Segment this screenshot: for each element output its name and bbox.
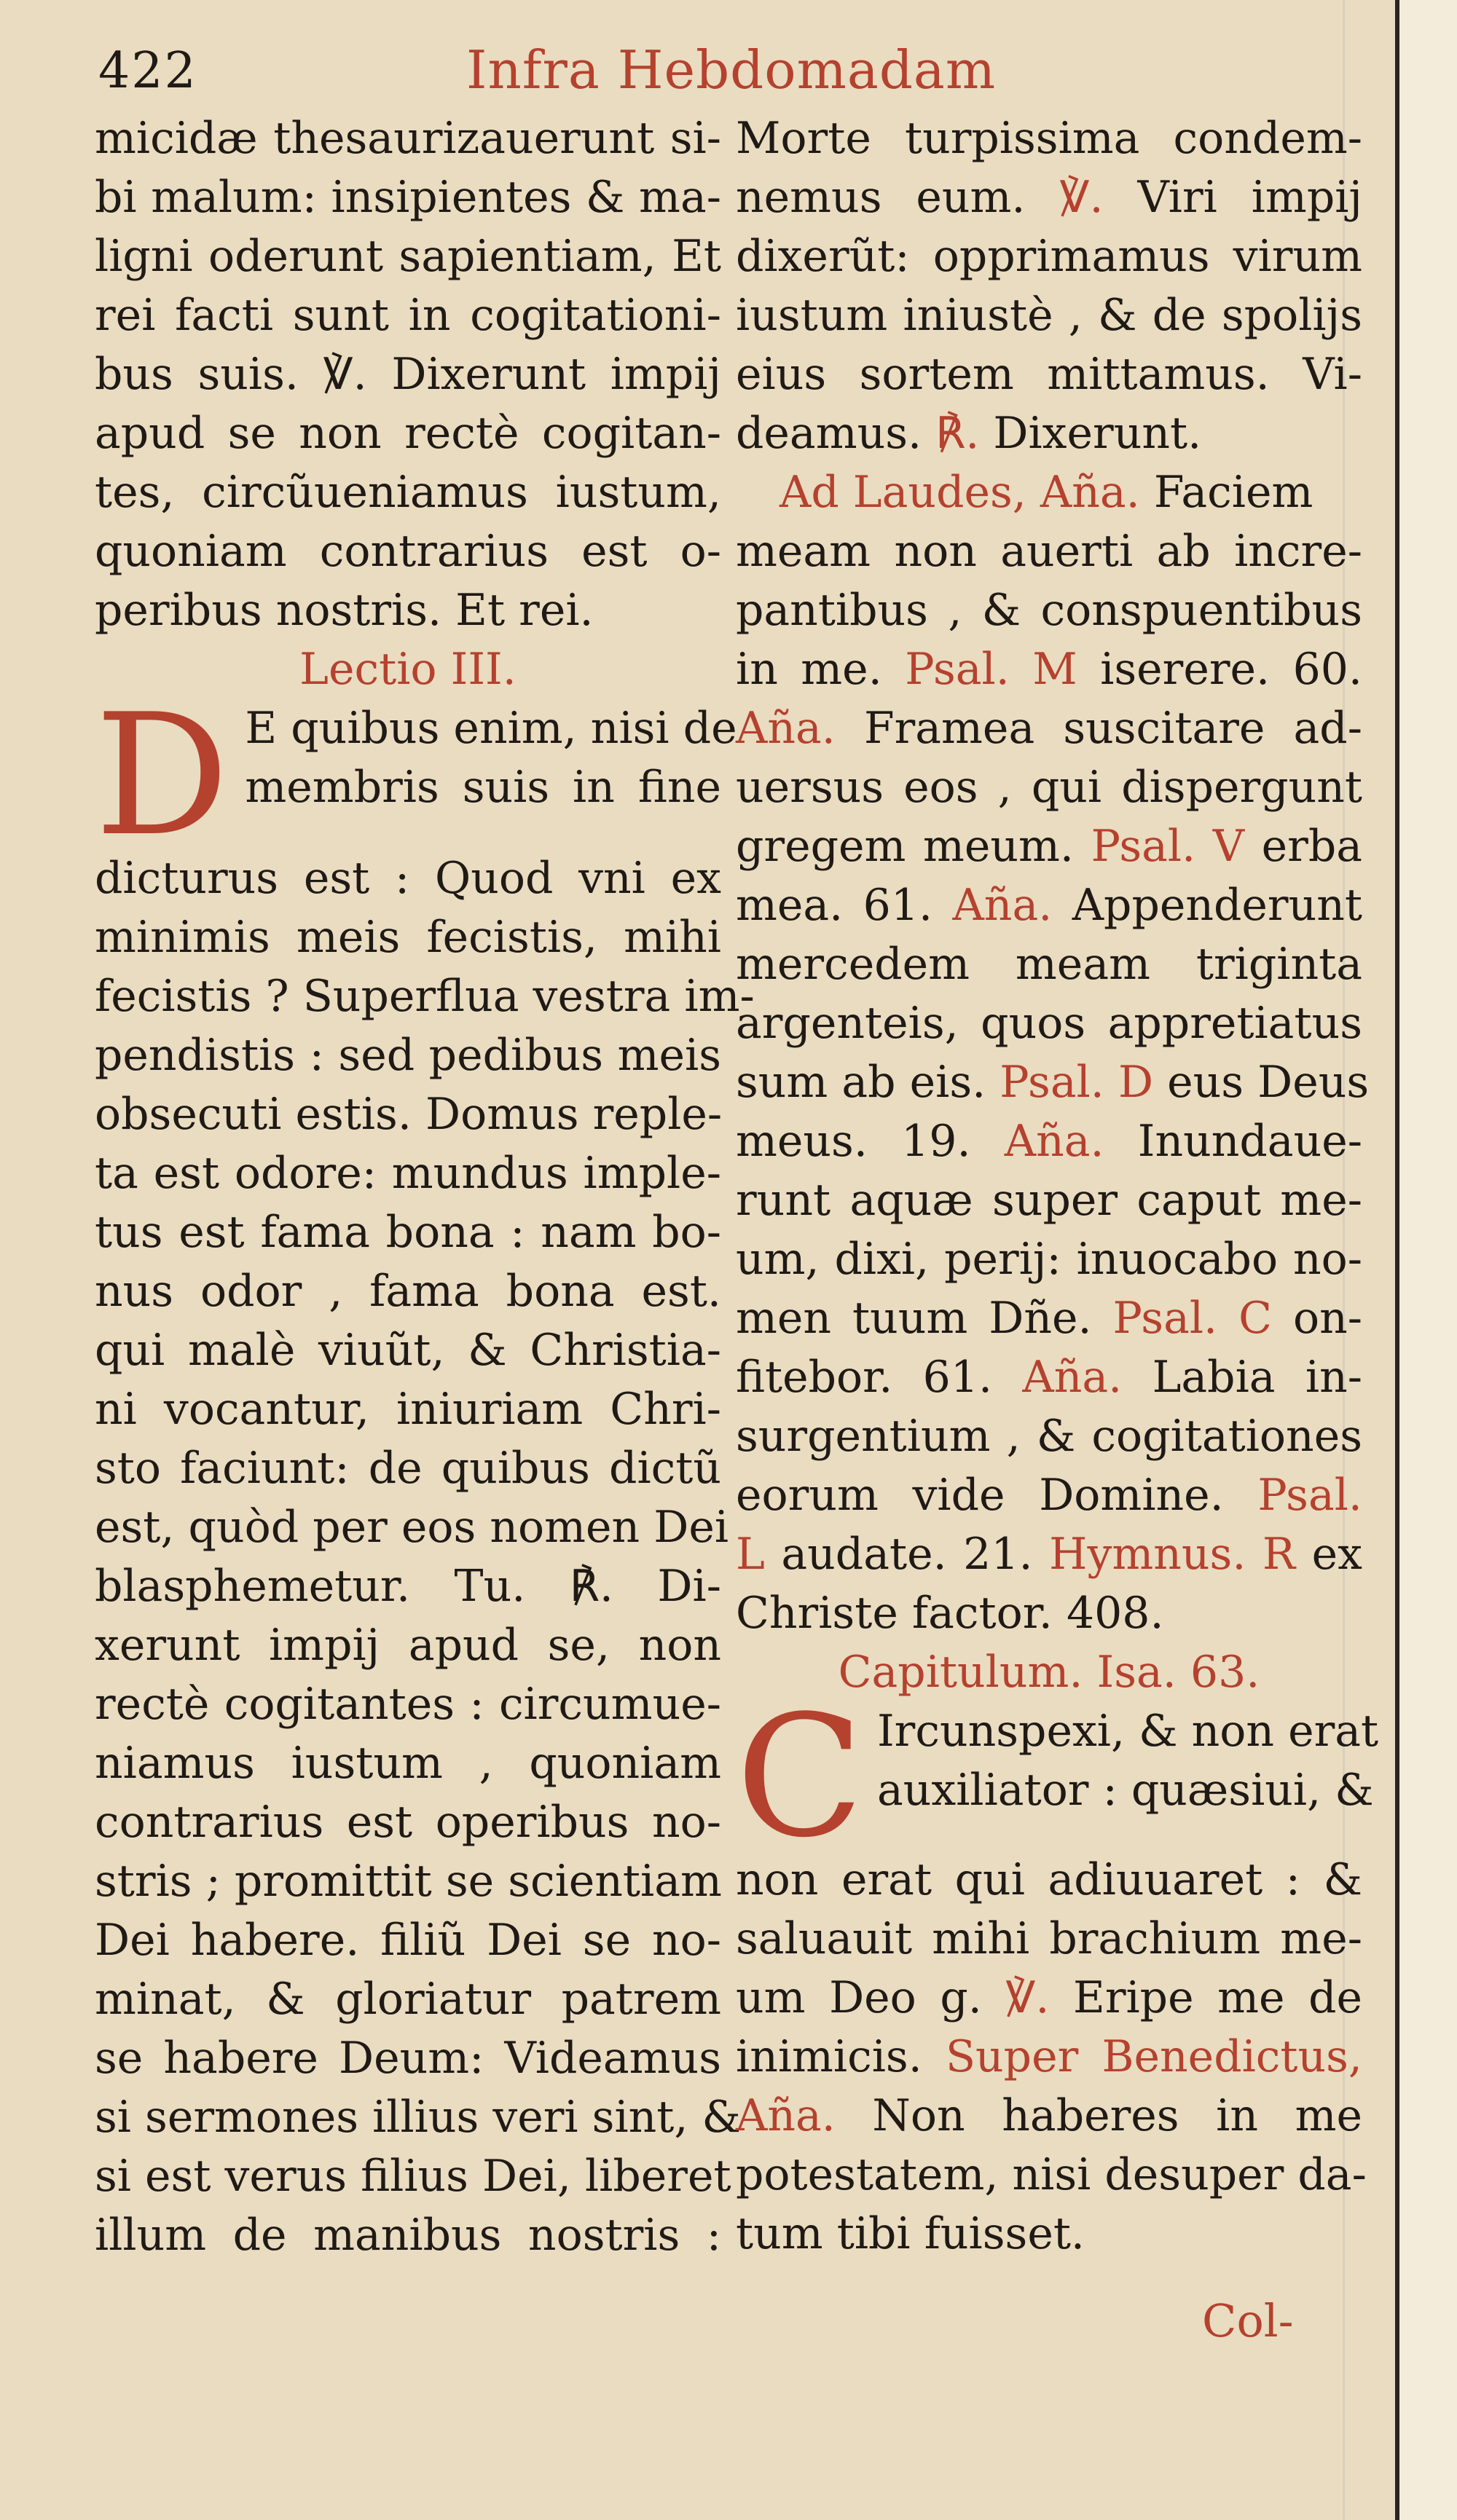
text-line: xerunt impij apud se, non bbox=[95, 1620, 721, 1671]
text-line: E quibus enim, nisi de bbox=[245, 703, 737, 754]
text-line: uersus eos , qui dispergunt bbox=[736, 762, 1362, 813]
lectio-heading: Lectio III. bbox=[299, 644, 517, 695]
page-header bbox=[0, 29, 1395, 102]
rubric: Hymnus. R bbox=[1049, 1529, 1296, 1580]
text-line: Morte turpissima condem- bbox=[736, 113, 1362, 164]
text-line: Ircunspexi, & non erat bbox=[876, 1706, 1379, 1757]
text-run: Viri impij bbox=[1137, 172, 1363, 223]
text-run: ex bbox=[1311, 1529, 1362, 1580]
text-run: um Deo g. bbox=[736, 1972, 982, 2023]
text-line bbox=[736, 1969, 1362, 2028]
text-line: rectè cogitantes : circumue- bbox=[95, 1679, 721, 1730]
text-line bbox=[736, 640, 1362, 699]
text-run: Framea suscitare ad- bbox=[863, 703, 1362, 754]
text-line: auxiliator : quæsiui, & bbox=[876, 1765, 1374, 1816]
running-title: Infra Hebdomadam bbox=[466, 39, 997, 101]
text-line: surgentium , & cogitationes bbox=[736, 1411, 1362, 1462]
text-line: saluauit mihi brachium me- bbox=[736, 1913, 1362, 1964]
rubric: Aña. bbox=[736, 2090, 836, 2141]
capitulum-paragraph bbox=[736, 1680, 1379, 2264]
text-run: Dixerunt. bbox=[993, 408, 1202, 459]
text-line: ni vocantur, iniuriam Chri- bbox=[95, 1384, 721, 1435]
right-column bbox=[736, 109, 1379, 2264]
text-line: eius sortem mittamus. Vi- bbox=[736, 349, 1362, 400]
drop-cap-initial: D bbox=[95, 679, 229, 873]
rubric: Ad Laudes, Aña. bbox=[779, 467, 1140, 518]
lectio-paragraph bbox=[95, 679, 755, 2265]
text-run: on- bbox=[1292, 1293, 1363, 1344]
rubric: Psal. C bbox=[1112, 1293, 1272, 1344]
text-line: micidæ thesaurizauerunt si- bbox=[95, 113, 721, 164]
text-line: bi malum: insipientes & ma- bbox=[95, 172, 721, 223]
text-run: Eripe me de bbox=[1073, 1972, 1362, 2023]
text-run: iserere. 60. bbox=[1100, 644, 1363, 695]
text-line: tes, circũueniamus iustum, bbox=[95, 467, 721, 518]
text-run: men tuum Dñe. bbox=[736, 1293, 1092, 1344]
text-line: ligni oderunt sapientiam, Et bbox=[95, 231, 721, 282]
text-line: Christe factor. 408. bbox=[736, 1588, 1164, 1639]
text-line: dixerũt: opprimamus virum bbox=[736, 231, 1362, 282]
text-line: qui malè viuũt, & Christia- bbox=[95, 1325, 721, 1376]
text-line: ta est odore: mundus imple- bbox=[95, 1148, 721, 1199]
text-line: rei facti sunt in cogitationi- bbox=[95, 290, 721, 341]
rubric: Aña. bbox=[952, 880, 1053, 931]
text-line bbox=[736, 1466, 1362, 1525]
text-line: membris suis in fine bbox=[245, 762, 721, 813]
text-line bbox=[736, 2087, 1362, 2146]
text-line: Dei habere. filiũ Dei se no- bbox=[95, 1915, 721, 1966]
text-line bbox=[736, 876, 1362, 935]
text-run: Inundaue- bbox=[1137, 1116, 1362, 1167]
versicle-symbol: ℣. bbox=[1005, 1972, 1050, 2023]
text-line bbox=[736, 1348, 1362, 1407]
text-run: nemus eum. bbox=[736, 172, 1026, 223]
rubric: Psal. M bbox=[905, 644, 1077, 695]
text-line: stris ; promittit se scientiam bbox=[95, 1856, 722, 1907]
rubric: Psal. V bbox=[1091, 821, 1245, 872]
text-line bbox=[736, 404, 1362, 463]
text-line: dicturus est : Quod vni ex bbox=[95, 853, 721, 904]
text-run: gregem meum. bbox=[736, 821, 1074, 872]
text-line: fecistis ? Superflua vestra im- bbox=[95, 971, 755, 1022]
text-line bbox=[736, 2028, 1362, 2087]
text-line: illum de manibus nostris : bbox=[95, 2210, 721, 2261]
text-run: meus. 19. bbox=[736, 1116, 971, 1167]
rubric: Super Benedictus, bbox=[945, 2031, 1363, 2082]
capitulum-heading: Capitulum. Isa. 63. bbox=[838, 1647, 1260, 1698]
text-line: sto faciunt: de quibus dictũ bbox=[95, 1443, 721, 1494]
text-run: sum ab eis. bbox=[736, 1057, 986, 1108]
text-line: argenteis, quos appretiatus bbox=[736, 998, 1362, 1049]
text-line bbox=[736, 1525, 1362, 1584]
text-run: eorum vide Domine. bbox=[736, 1470, 1224, 1521]
text-line bbox=[736, 817, 1362, 876]
text-run: in me. bbox=[736, 644, 882, 695]
text-line bbox=[736, 1112, 1362, 1171]
text-line: si est verus filius Dei, liberet bbox=[95, 2151, 731, 2202]
catchword: Col- bbox=[1202, 2294, 1294, 2347]
text-line bbox=[736, 168, 1362, 227]
text-line: tum tibi fuisset. bbox=[736, 2208, 1085, 2259]
text-line: meam non auerti ab incre- bbox=[736, 526, 1362, 577]
text-line: nus odor , fama bona est. bbox=[95, 1266, 721, 1317]
text-line: minimis meis fecistis, mihi bbox=[95, 912, 721, 963]
text-line: potestatem, nisi desuper da- bbox=[736, 2149, 1367, 2200]
page-edge bbox=[1395, 0, 1457, 2520]
text-line: si sermones illius veri sint, & bbox=[95, 2092, 741, 2143]
text-run: inimicis. bbox=[736, 2031, 922, 2082]
text-line: tus est fama bona : nam bo- bbox=[95, 1207, 721, 1258]
text-line bbox=[736, 1289, 1362, 1348]
text-line: iustum iniustè , & de spolijs bbox=[736, 290, 1362, 341]
text-run: erba bbox=[1261, 821, 1362, 872]
drop-cap-initial: C bbox=[736, 1680, 864, 1875]
text-line: est, quòd per eos nomen Dei bbox=[95, 1502, 729, 1553]
text-run: Appenderunt bbox=[1072, 880, 1362, 931]
text-line: runt aquæ super caput me- bbox=[736, 1175, 1362, 1226]
text-run: deamus. bbox=[736, 408, 922, 459]
page-number: 422 bbox=[98, 42, 197, 100]
text-line: peribus nostris. Et rei. bbox=[95, 585, 594, 636]
text-line bbox=[736, 699, 1362, 758]
text-run: Labia in- bbox=[1152, 1352, 1362, 1403]
text-line: pendistis : sed pedibus meis bbox=[95, 1030, 721, 1081]
text-line bbox=[736, 463, 1362, 522]
rubric: Aña. bbox=[1004, 1116, 1104, 1167]
text-line: niamus iustum , quoniam bbox=[95, 1738, 721, 1789]
text-line: mercedem meam triginta bbox=[736, 939, 1362, 990]
text-line: bus suis. ℣. Dixerunt impij bbox=[95, 349, 721, 400]
text-run: fitebor. 61. bbox=[736, 1352, 993, 1403]
text-line: um, dixi, perij: inuocabo no- bbox=[736, 1234, 1362, 1285]
text-run: mea. 61. bbox=[736, 880, 933, 931]
text-line: apud se non rectè cogitan- bbox=[95, 408, 721, 459]
text-line: non erat qui adiuuaret : & bbox=[736, 1854, 1362, 1905]
left-column bbox=[95, 109, 755, 2265]
text-run: Non haberes in me bbox=[872, 2090, 1362, 2141]
text-line: blasphemetur. Tu. ℟. Di- bbox=[95, 1561, 721, 1612]
rubric: Aña. bbox=[1022, 1352, 1123, 1403]
text-line: quoniam contrarius est o- bbox=[95, 526, 721, 577]
rubric: Aña. bbox=[736, 703, 836, 754]
text-line: minat, & gloriatur patrem bbox=[95, 1974, 721, 2025]
text-line: se habere Deum: Videamus bbox=[95, 2033, 721, 2084]
versicle-symbol: ℣. bbox=[1059, 172, 1104, 223]
rubric: Psal. D bbox=[1000, 1057, 1154, 1108]
text-run: Faciem bbox=[1153, 467, 1313, 518]
text-line: pantibus , & conspuentibus bbox=[736, 585, 1362, 636]
text-line bbox=[736, 1053, 1370, 1112]
response-symbol: ℟. bbox=[935, 408, 980, 459]
text-run: eus Deus bbox=[1167, 1057, 1370, 1108]
text-line: contrarius est operibus no- bbox=[95, 1797, 721, 1848]
text-run: audate. 21. bbox=[781, 1529, 1033, 1580]
text-line: obsecuti estis. Domus reple- bbox=[95, 1089, 723, 1140]
rubric: L bbox=[736, 1529, 765, 1580]
rubric: Psal. bbox=[1257, 1470, 1362, 1521]
